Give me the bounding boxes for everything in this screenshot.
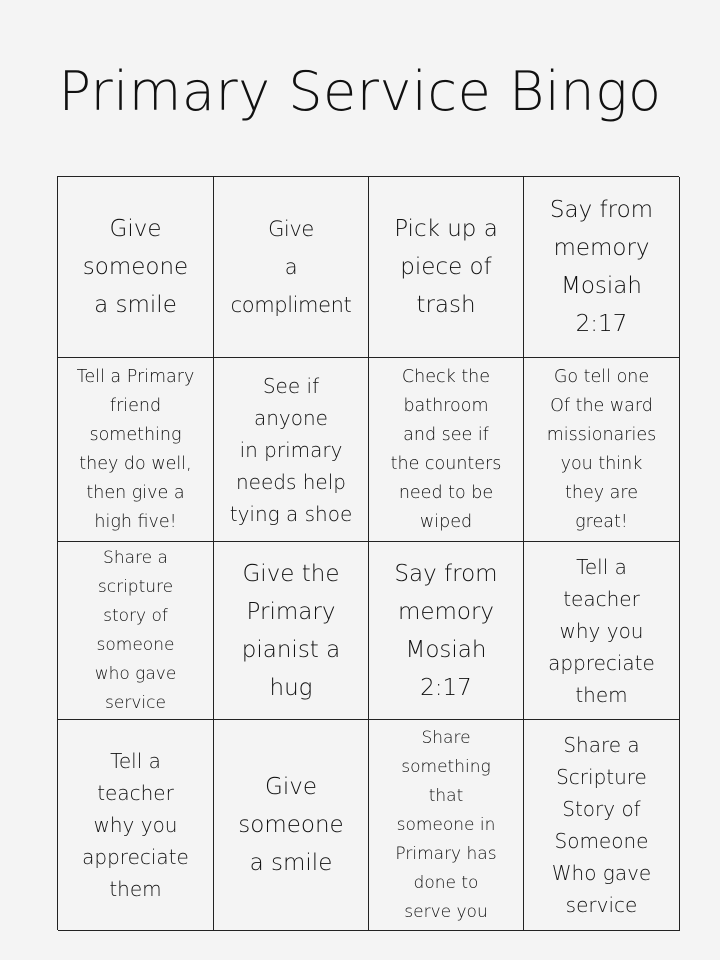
bingo-square-r4c3 xyxy=(369,720,524,931)
page-title: Primary Service Bingo xyxy=(58,60,662,123)
bingo-square-text: Go tell one Of the ward missionaries you think they are great! xyxy=(546,366,657,532)
bingo-square-r1c3 xyxy=(369,177,524,358)
bingo-square-text: Check the bathroom and see if the counters need to be wiped xyxy=(390,366,502,532)
bingo-square-r3c4 xyxy=(524,542,680,720)
bingo-square-r1c1 xyxy=(58,177,214,358)
bingo-square-r3c2 xyxy=(214,542,369,720)
bingo-square-r2c2 xyxy=(214,358,369,542)
bingo-square-r4c4 xyxy=(524,720,680,931)
bingo-square-text: Tell a Primary friend something they do well, then give a high five! xyxy=(76,366,195,532)
bingo-square-text: Tell a teacher why you appreciate them xyxy=(82,749,189,901)
bingo-square-r3c3 xyxy=(369,542,524,720)
bingo-square-r1c2 xyxy=(214,177,369,358)
bingo-square-text: See if anyone in primary needs help tying a shoe xyxy=(229,373,353,526)
bingo-square-text: Say from memory Mosiah 2:17 xyxy=(394,560,498,701)
bingo-square-r4c2 xyxy=(214,720,369,931)
bingo-card-grid xyxy=(57,176,679,930)
bingo-square-text: Share something that someone in Primary has done to serve you xyxy=(395,727,497,922)
bingo-square-r3c1 xyxy=(58,542,214,720)
bingo-square-text: Say from memory Mosiah 2:17 xyxy=(549,197,654,337)
bingo-square-r4c1 xyxy=(58,720,214,931)
bingo-square-text: Share a Scripture Story of Someone Who gave service xyxy=(551,733,652,917)
bingo-square-text: Give someone a smile xyxy=(238,774,344,876)
bingo-square-r2c4 xyxy=(524,358,680,542)
bingo-square-text: Tell a teacher why you appreciate them xyxy=(548,554,655,707)
bingo-square-text: Give the Primary pianist a hug xyxy=(241,560,341,701)
bingo-square-r1c4 xyxy=(524,177,680,358)
bingo-square-text: Share a scripture story of someone who gave service xyxy=(94,547,177,713)
bingo-square-text: Give someone a smile xyxy=(82,216,189,318)
bingo-square-r2c1 xyxy=(58,358,214,542)
bingo-square-text: Pick up a piece of trash xyxy=(394,216,498,318)
bingo-square-text: Give a compliment xyxy=(230,217,352,317)
bingo-square-r2c3 xyxy=(369,358,524,542)
